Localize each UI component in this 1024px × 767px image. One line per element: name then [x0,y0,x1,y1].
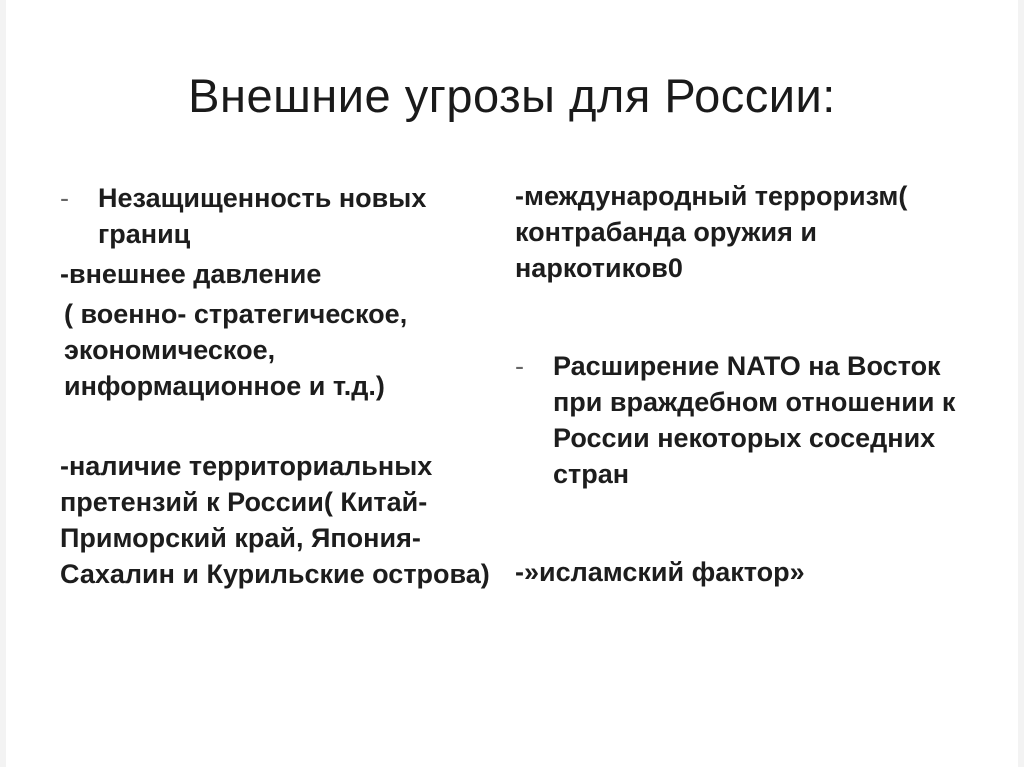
right-column [515,178,965,590]
right-item-terrorism: -международный терроризм( контрабанда оружия и наркотиков0 [515,181,908,283]
right-item-islamic-factor: -»исламский фактор» [515,557,805,587]
left-item-territorial-claims: -наличие территориальных претензий к России( Китай-Приморский край, Япония-Сахалин и Курильские острова) [60,451,490,589]
left-column [60,180,500,592]
left-item-external-pressure: -внешнее давление [60,259,322,289]
bullet-dash: - [60,183,69,213]
slide-title: Внешние угрозы для России: [188,69,836,122]
left-item-unprotected-borders-text: Незащищенность новых границ [98,183,427,249]
left-item-pressure-types: ( военно- стратегическое, экономическое, информационное и т.д.) [64,299,408,401]
left-item-unprotected-borders [60,180,500,252]
right-item-nato-expansion [515,348,965,492]
right-item-nato-expansion-text: Расширение NATO на Восток при враждебном отношении к России некоторых соседних стран [553,351,956,489]
bullet-dash: - [515,351,524,381]
